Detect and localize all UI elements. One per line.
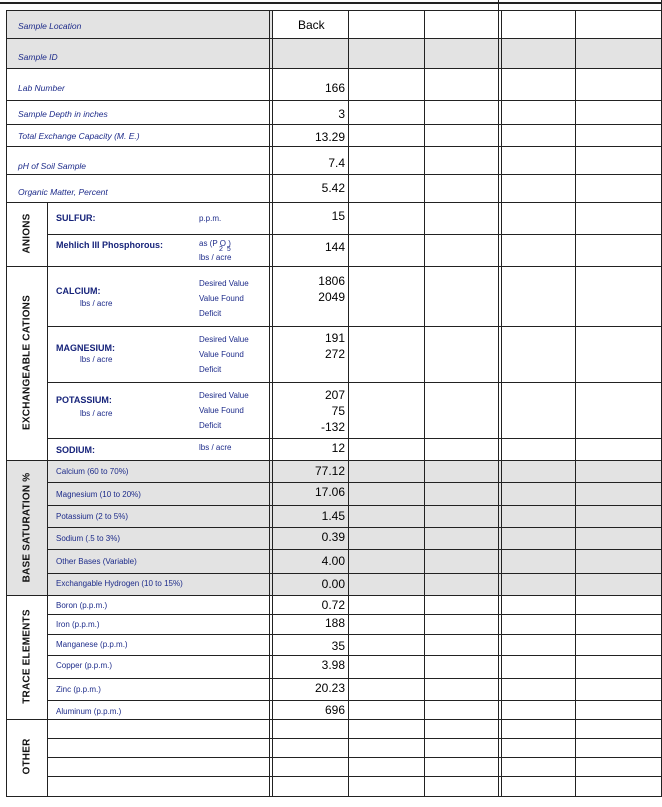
base-sat-value-2: 1.45: [321, 509, 345, 523]
potassium-desired-label: Desired Value: [199, 391, 249, 400]
base-sat-value-1: 17.06: [314, 485, 345, 499]
ph-label: pH of Soil Sample: [18, 161, 87, 171]
trace-label-4: Zinc (p.p.m.): [56, 685, 101, 694]
section-exchangeable-cations: EXCHANGEABLE CATIONS: [21, 295, 33, 430]
trace-value-0: 0.72: [321, 598, 345, 612]
lab-number-value: 166: [324, 81, 345, 95]
potassium-found-label: Value Found: [199, 406, 244, 415]
base-sat-label-2: Potassium (2 to 5%): [56, 512, 129, 521]
lab-number-label: Lab Number: [18, 83, 65, 93]
trace-value-4: 20.23: [314, 681, 345, 695]
sample-depth-value: 3: [338, 107, 345, 121]
column-header-back: Back: [298, 18, 325, 32]
sulfur-label: SULFUR:: [56, 213, 96, 223]
sodium-label: SODIUM:: [56, 445, 95, 455]
tec-label: Total Exchange Capacity (M. E.): [18, 131, 140, 141]
shade-sample-id: [6, 38, 662, 68]
base-sat-value-0: 77.12: [314, 464, 345, 478]
phosphorus-unit: as (P O ): [199, 239, 231, 248]
calcium-found-label: Value Found: [199, 294, 244, 303]
phosphorus-label: Mehlich III Phosphorous:: [56, 240, 164, 250]
sample-location-label: Sample Location: [18, 21, 82, 31]
trace-label-3: Copper (p.p.m.): [56, 661, 113, 670]
base-sat-label-1: Magnesium (10 to 20%): [56, 490, 141, 499]
organic-matter-label: Organic Matter, Percent: [18, 187, 108, 197]
calcium-desired-label: Desired Value: [199, 279, 249, 288]
calcium-desired-value: 1806: [318, 274, 345, 288]
sample-id-label: Sample ID: [18, 52, 58, 62]
ph-value: 7.4: [328, 156, 345, 170]
base-sat-label-5: Exchangable Hydrogen (10 to 15%): [56, 579, 183, 588]
sodium-value: 12: [331, 441, 345, 455]
magnesium-unit: lbs / acre: [80, 355, 113, 364]
trace-value-2: 35: [331, 639, 345, 653]
trace-value-3: 3.98: [321, 658, 345, 672]
sample-depth-label: Sample Depth in inches: [18, 109, 108, 119]
magnesium-label: MAGNESIUM:: [56, 343, 115, 353]
magnesium-desired-label: Desired Value: [199, 335, 249, 344]
potassium-deficit-value: -132: [320, 420, 345, 434]
section-base-saturation: BASE SATURATION %: [21, 472, 33, 583]
section-trace-elements: TRACE ELEMENTS: [21, 609, 33, 704]
base-sat-value-3: 0.39: [321, 530, 345, 544]
calcium-unit: lbs / acre: [80, 299, 113, 308]
section-anions: ANIONS: [21, 213, 33, 254]
sulfur-unit: p.p.m.: [199, 214, 222, 223]
potassium-found-value: 75: [331, 404, 345, 418]
potassium-unit: lbs / acre: [80, 409, 113, 418]
trace-label-1: Iron (p.p.m.): [56, 620, 100, 629]
phosphorus-unit-2: lbs / acre: [199, 253, 232, 262]
trace-value-1: 188: [324, 616, 345, 630]
trace-label-2: Manganese (p.p.m.): [56, 640, 128, 649]
base-sat-value-5: 0.00: [321, 577, 345, 591]
tec-value: 13.29: [314, 130, 345, 144]
section-other: OTHER: [21, 738, 33, 775]
magnesium-deficit-label: Deficit: [199, 365, 222, 374]
phosphorus-value: 144: [324, 240, 345, 254]
magnesium-found-value: 272: [324, 347, 345, 361]
trace-label-0: Boron (p.p.m.): [56, 601, 108, 610]
base-sat-label-3: Sodium (.5 to 3%): [56, 534, 121, 543]
sulfur-value: 15: [331, 209, 345, 223]
trace-label-5: Aluminum (p.p.m.): [56, 707, 122, 716]
magnesium-found-label: Value Found: [199, 350, 244, 359]
calcium-label: CALCIUM:: [56, 286, 101, 296]
base-sat-label-0: Calcium (60 to 70%): [56, 467, 129, 476]
base-sat-value-4: 4.00: [321, 554, 345, 568]
organic-matter-value: 5.42: [321, 181, 345, 195]
potassium-deficit-label: Deficit: [199, 421, 222, 430]
calcium-found-value: 2049: [318, 290, 345, 304]
potassium-label: POTASSIUM:: [56, 395, 112, 405]
trace-value-5: 696: [324, 703, 345, 717]
sodium-unit: lbs / acre: [199, 443, 232, 452]
potassium-desired-value: 207: [324, 388, 345, 402]
phosphorus-unit-subscript: 2 5: [219, 246, 231, 253]
base-sat-label-4: Other Bases (Variable): [56, 557, 137, 566]
magnesium-desired-value: 191: [324, 331, 345, 345]
calcium-deficit-label: Deficit: [199, 309, 222, 318]
